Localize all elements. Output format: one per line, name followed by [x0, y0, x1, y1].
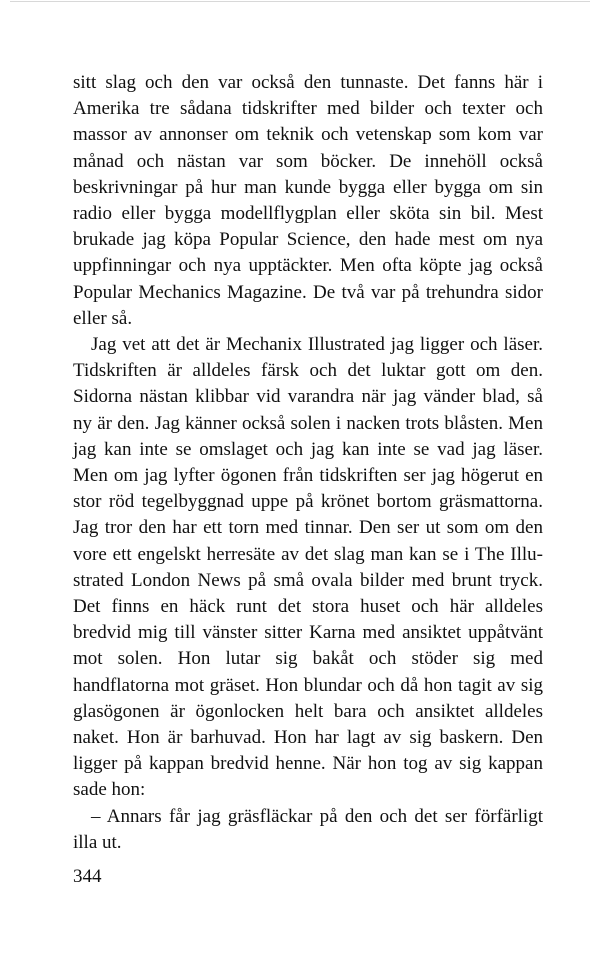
book-page-text: [73, 70, 543, 856]
page-number: 344: [73, 866, 102, 887]
paragraph-continuation: sitt slag och den var också den tunnaste. Det fanns här i Amerika tre sådana tidskrifter med bilder och texter och massor av annonser om teknik och vetenskap som kom var månad och nästan var som böcker. De innehöll också beskrivningar på hur man kunde bygga eller bygga om sin radio eller bygga modellflygplan eller sköta sin bil. Mest brukade jag köpa Popular Science, den hade mest om nya uppfinningar och nya upptäckter. Men ofta köpte jag också Popular Mechanics Magazine. De två var på trehundra sidor eller så.: [73, 72, 543, 329]
page-top-edge: [10, 1, 590, 2]
paragraph-dialogue: – Annars får jag gräsfläckar på den och det ser förfärligt illa ut.: [73, 805, 543, 853]
paragraph-mechanix: Jag vet att det är Mechanix Illustrated jag ligger och läser. Tidskriften är alldeles färsk och det luktar gott om den. Sidorna nästan klibbar vid varandra när jag vänder blad, så ny är den. Jag känner också solen i nacken trots blåsten. Men jag kan inte se omslaget och jag kan inte se vad jag läser. Men om jag lyfter ögonen från tidskriften ser jag högerut en stor röd tegelbyggnad uppe på krönet bortom gräsmattorna. Jag tror den har ett torn med tinnar. Den ser ut som om den vore ett engelskt herresäte av det slag man kan se i The Illustrated London News på små ovala bilder med brunt tryck. Det finns en häck runt det stora huset och här alldeles bredvid mig till vänster sitter Karna med ansiktet uppåtvänt mot solen. Hon lutar sig bakåt och stöder sig med handflatorna mot gräset. Hon blundar och då hon tagit av sig glasögonen är ögonlocken helt bara och ansiktet alldeles naket. Hon är barhuvad. Hon har lagt av sig baskern. Den ligger på kappan bredvid henne. När hon tog av sig kappan sade hon:: [73, 334, 543, 801]
